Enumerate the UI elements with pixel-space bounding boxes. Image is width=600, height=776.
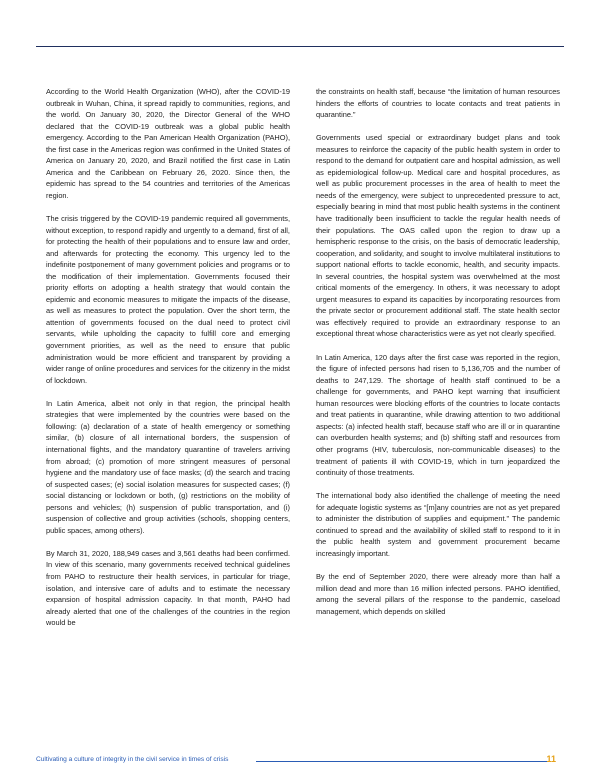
footer-title: Cultivating a culture of integrity in the civil service in times of crisis: [36, 756, 229, 763]
paragraph: The international body also identified the challenge of meeting the need for adequate logistic systems as “[m]any countries are not as yet prepared to administer the distribution of supplies and equipment.” The pandemic continued to spread and the availability of skilled staff to respond to it in the public health system and government procurement became increasingly important.: [316, 491, 560, 558]
paragraph: By the end of September 2020, there were already more than half a million dead and more than 16 million infected persons. PAHO identified, among the several pillars of the response to the pandemic, caseload management, which depends on skilled: [316, 571, 560, 616]
page-footer: [36, 756, 564, 770]
paragraph: Governments used special or extraordinary budget plans and took measures to reinforce the capacity of the public health system in order to respond to the demand for outpatient care and hospital admission, as well as epidemiological follow-up. Medical care and hospital procedures, as well as public procurement processes in the area of health to meet the needs of the emergency, were subject to unprecedented pressure to act, especially bearing in mind that most public health systems in the continent have traditionally been insufficient to tackle the regular health needs of their populations. The OAS called upon the region to draw up a hemispheric response to the crisis, on the basis of democratic leadership, cooperation, and solidarity, and sought to involve multilateral institutions to support national efforts to tackle economic, health, and security impacts. In several countries, the hospital system was overwhelmed at the most critical moments of the emergency. In others, it was necessary to adopt urgent measures to expand its capacities by incorporating resources from the private sector or procurement additional staff. The state health sector was effectively required to provide an extraordinary response to an exceptional threat whose characteristics were as yet not clearly specified.: [316, 133, 560, 339]
paragraph: The crisis triggered by the COVID-19 pandemic required all governments, without exception, to respond rapidly and urgently to a demand, first of all, for protecting the health of their populations and to ensure law and order, and afterwards for protecting the economy. This urgency led to the indefinite postponement of many government policies and programs or to the modification of their implementation. Governments focused their priority efforts on adopting a health strategy that would contain the epidemic and economic measures to mitigate the impacts of the disease, as well as measures to protect the population. Over the short term, the attention of governments focused on the dual need to protect civil servants, while upholding the capacity to fulfill core and emerging government priorities, as well as the need to ensure that public administration would be more efficient and transparent by providing a wider range of online procedures and services for the citizenry in the midst of lockdown.: [46, 214, 290, 385]
paragraph: the constraints on health staff, because “the limitation of human resources hinders the efforts of countries to locate contacts and treat patients in quarantine.”: [316, 87, 560, 120]
paragraph: In Latin America, 120 days after the first case was reported in the region, the figure of infected persons had risen to 5,136,705 and the number of deaths to 247,129. The shortage of health staff continued to be a challenge for governments, and PAHO kept warning that insufficient human resources were blocking efforts of the countries to locate contacts and treat patients in quarantine, while drawing attention to two additional aspects: (a) infected health staff, because staff who are ill or in quarantine can overburden health systems; and (b) shifting staff and resources from other programs (HIV, tuberculosis, non-communicable diseases) to the treatment of patients ill with COVID-19, which in turn jeopardized the continuity of those treatments.: [316, 352, 560, 478]
header-rule: [36, 46, 564, 47]
left-column: [46, 86, 290, 640]
right-column: [316, 86, 560, 629]
paragraph: In Latin America, albeit not only in that region, the principal health strategies that were implemented by the countries were based on the following: (a) declaration of a state of health emergency or something similar, (b) closure of all international borders, the suspension of international flights, and the mandatory quarantine of travelers arriving from abroad; (c) promotion of more stringent measures of personal hygiene and the mandatory use of face masks; (d) the search and tracing of suspected cases; (e) social isolation measures for suspected cases; (f) social distancing or lockdown or both, (g) restrictions on the mobility of persons and vehicles; (h) suspension of public transportation, and (i) suspension of collective and group activities (schools, shopping centers, public spaces, among others).: [46, 398, 290, 535]
paragraph: According to the World Health Organization (WHO), after the COVID-19 outbreak in Wuhan, China, it spread rapidly to communities, regions, and the world. On January 30, 2020, the Director General of the WHO declared that the COVID-19 outbreak was a global public health emergency. According to the Pan American Health Organization (PAHO), the first case in the Americas region was confirmed in the United States of America on January 20, 2020, and Brazil notified the first case in Latin America and the Caribbean on February 26, 2020. Since then, the epidemic has spread to the 54 countries and territories of the Americas region.: [46, 87, 290, 200]
page-number: 11: [546, 754, 556, 764]
footer-rule: [256, 761, 548, 762]
paragraph: By March 31, 2020, 188,949 cases and 3,561 deaths had been confirmed. In view of this scenario, many governments received technical guidelines from PAHO to restructure their health services, in particular for triage, isolation, and intensive care of adults and to estimate the necessary expansion of hospital admission capacity. In that month, PAHO had already alerted that one of the challenges of the countries in the region would be: [46, 548, 290, 628]
